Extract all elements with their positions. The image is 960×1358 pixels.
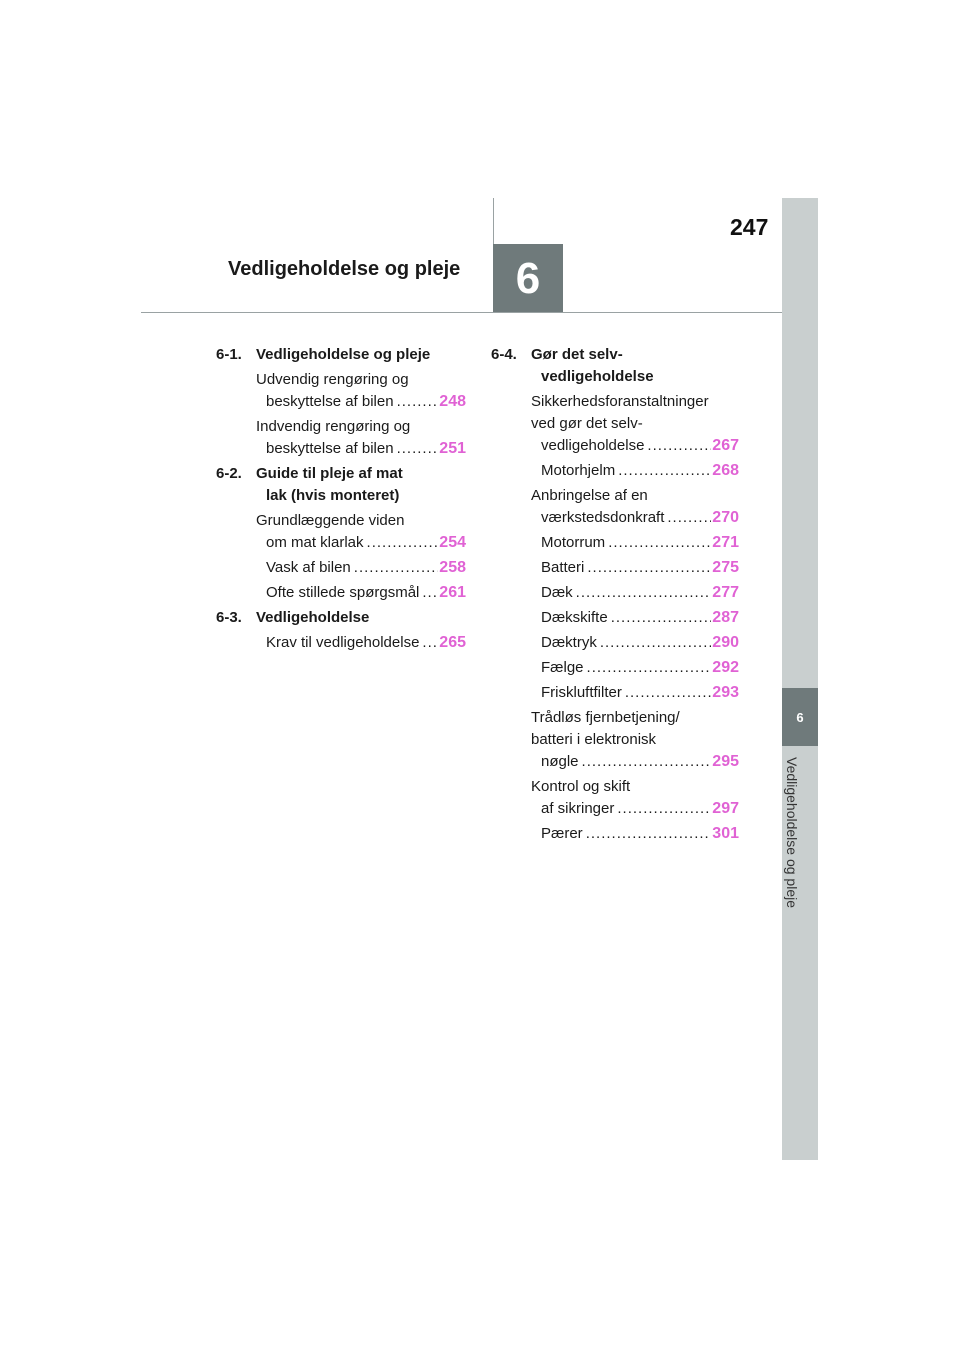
page-link[interactable]: 292 <box>712 659 739 676</box>
leader-dots <box>625 682 711 704</box>
leader-dots <box>397 391 439 413</box>
leader-dots <box>422 632 438 654</box>
entry-text: vedligeholdelse <box>541 437 645 454</box>
entry-line: Trådløs fjernbetjening/ <box>531 709 680 726</box>
header-rule <box>141 312 782 313</box>
entry-line: batteri i elektronisk <box>531 731 657 748</box>
entry-line: Grundlæggende viden <box>256 512 405 529</box>
page-link[interactable]: 248 <box>439 393 466 410</box>
toc-left-column <box>216 344 466 657</box>
page-link[interactable]: 295 <box>712 753 739 770</box>
section-number: 6-1. <box>216 346 242 363</box>
entry-text: Motorhjelm <box>541 462 616 479</box>
toc-entry[interactable] <box>531 823 739 845</box>
leader-dots <box>667 507 711 529</box>
toc-entry[interactable] <box>531 776 739 820</box>
toc-entry[interactable] <box>256 369 466 413</box>
leader-dots <box>600 632 711 654</box>
entry-text: Motorrum <box>541 534 606 551</box>
leader-dots <box>618 460 711 482</box>
page-link[interactable]: 287 <box>712 609 739 626</box>
toc-entry[interactable] <box>531 557 739 579</box>
page-link[interactable]: 275 <box>712 559 739 576</box>
toc-entry[interactable] <box>531 460 739 482</box>
entry-line: Anbringelse af en <box>531 487 648 504</box>
entry-text: Dæktryk <box>541 634 597 651</box>
side-tab-number: 6 <box>782 688 818 746</box>
toc-entry[interactable] <box>531 632 739 654</box>
leader-dots <box>611 607 712 629</box>
toc-entry[interactable] <box>531 391 739 457</box>
toc-right-column <box>491 344 739 848</box>
entry-text: Dækskifte <box>541 609 608 626</box>
side-tab-label: Vedligeholdelse og pleje <box>784 757 800 909</box>
divider-vertical <box>493 198 494 244</box>
entry-text: Ofte stillede spørgsmål <box>266 584 420 601</box>
page-link[interactable]: 277 <box>712 584 739 601</box>
page-link[interactable]: 270 <box>712 509 739 526</box>
toc-entry[interactable] <box>531 607 739 629</box>
leader-dots <box>367 532 439 554</box>
leader-dots <box>608 532 711 554</box>
leader-dots <box>576 582 712 604</box>
leader-dots <box>647 435 711 457</box>
entry-text: om mat klarlak <box>266 534 364 551</box>
entry-text: beskyttelse af bilen <box>266 440 394 457</box>
toc-section-6-3[interactable] <box>216 607 466 629</box>
entry-line: ved gør det selv- <box>531 415 643 432</box>
leader-dots <box>587 557 711 579</box>
entry-text: nøgle <box>541 753 579 770</box>
section-number: 6-2. <box>216 465 242 482</box>
page-link[interactable]: 301 <box>712 825 739 842</box>
leader-dots <box>397 438 439 460</box>
section-number: 6-4. <box>491 346 517 363</box>
section-number: 6-3. <box>216 609 242 626</box>
entry-line: Kontrol og skift <box>531 778 631 795</box>
page-link[interactable]: 267 <box>712 437 739 454</box>
toc-entry[interactable] <box>531 532 739 554</box>
side-tab-strip <box>782 198 818 1160</box>
entry-text: Batteri <box>541 559 585 576</box>
toc-entry[interactable] <box>256 557 466 579</box>
leader-dots <box>354 557 439 579</box>
toc-section-6-4[interactable] <box>491 344 739 388</box>
section-title: Guide til pleje af mat lak (hvis monteret) <box>256 465 403 504</box>
entry-line: Sikkerhedsforanstaltninger <box>531 393 709 410</box>
page-link[interactable]: 258 <box>439 559 466 576</box>
entry-text: værkstedsdonkraft <box>541 509 665 526</box>
entry-line: Indvendig rengøring og <box>256 418 411 435</box>
toc-entry[interactable] <box>531 707 739 773</box>
entry-text: Fælge <box>541 659 584 676</box>
section-title: Gør det selv- vedligeholdelse <box>531 346 654 385</box>
leader-dots <box>422 582 438 604</box>
entry-text: Pærer <box>541 825 583 842</box>
toc-entry[interactable] <box>531 682 739 704</box>
toc-entry[interactable] <box>531 582 739 604</box>
entry-text: af sikringer <box>541 800 615 817</box>
entry-text: beskyttelse af bilen <box>266 393 394 410</box>
toc-entry[interactable] <box>531 657 739 679</box>
section-title: Vedligeholdelse og pleje <box>256 346 431 363</box>
page-link[interactable]: 293 <box>712 684 739 701</box>
entry-text: Vask af bilen <box>266 559 351 576</box>
leader-dots <box>582 751 712 773</box>
toc-entry[interactable] <box>531 485 739 529</box>
toc-entry[interactable] <box>256 416 466 460</box>
entry-text: Friskluftfilter <box>541 684 622 701</box>
toc-entry[interactable] <box>256 510 466 554</box>
page-link[interactable]: 261 <box>439 584 466 601</box>
toc-entry[interactable] <box>256 632 466 654</box>
toc-entry[interactable] <box>256 582 466 604</box>
page-link[interactable]: 265 <box>439 634 466 651</box>
toc-section-6-1[interactable] <box>216 344 466 366</box>
section-title: Vedligeholdelse <box>256 609 370 626</box>
chapter-title: Vedligeholdelse og pleje <box>228 258 461 280</box>
page-link[interactable]: 251 <box>439 440 466 457</box>
entry-line: Udvendig rengøring og <box>256 371 409 388</box>
page-link[interactable]: 297 <box>712 800 739 817</box>
leader-dots <box>587 657 712 679</box>
entry-text: Dæk <box>541 584 573 601</box>
page-link[interactable]: 271 <box>712 534 739 551</box>
chapter-number-box: 6 <box>493 244 563 313</box>
page-number: 247 <box>730 214 769 240</box>
toc-section-6-2[interactable] <box>216 463 466 507</box>
entry-text: Krav til vedligeholdelse <box>266 634 420 651</box>
page-link[interactable]: 290 <box>712 634 739 651</box>
page-link[interactable]: 254 <box>439 534 466 551</box>
page-link[interactable]: 268 <box>712 462 739 479</box>
leader-dots <box>586 823 712 845</box>
leader-dots <box>617 798 711 820</box>
